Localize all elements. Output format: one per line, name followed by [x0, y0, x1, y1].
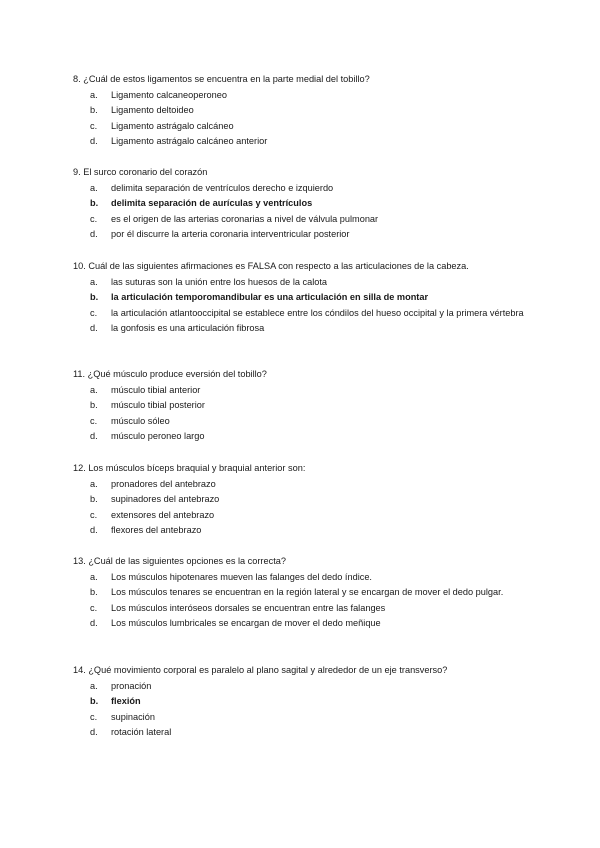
- question-11: [73, 367, 533, 445]
- option-item: [73, 508, 533, 524]
- option-letter: a.: [90, 89, 98, 100]
- option-letter: b.: [90, 198, 99, 209]
- option-text: músculo tibial posterior: [111, 400, 205, 411]
- options-list: [73, 477, 533, 539]
- option-letter: d.: [90, 727, 98, 738]
- option-text: Los músculos interóseos dorsales se encuentran entre las falanges: [111, 602, 386, 613]
- option-item: [73, 398, 533, 414]
- option-item: [73, 275, 533, 291]
- option-letter: c.: [90, 509, 98, 520]
- option-item: [73, 725, 533, 741]
- option-text: delimita separación de aurículas y ventrículos: [111, 198, 313, 209]
- option-letter: a.: [90, 571, 98, 582]
- option-text: pronadores del antebrazo: [111, 478, 216, 489]
- option-letter: c.: [90, 307, 98, 318]
- option-item: [73, 694, 533, 710]
- question-text: 12. Los músculos bíceps braquial y braquial anterior son:: [73, 463, 306, 473]
- option-text: Los músculos hipotenares mueven las falanges del dedo índice.: [111, 571, 372, 582]
- option-text: músculo tibial anterior: [111, 384, 201, 395]
- option-item: [73, 492, 533, 508]
- option-item: [73, 212, 533, 228]
- option-item: [73, 523, 533, 539]
- question-text: 14. ¿Qué movimiento corporal es paralelo al plano sagital y alrededor de un eje transverso?: [73, 665, 448, 675]
- option-letter: c.: [90, 120, 98, 131]
- option-item: [73, 306, 533, 322]
- option-letter: c.: [90, 711, 98, 722]
- options-list: [73, 383, 533, 445]
- option-item: [73, 601, 533, 617]
- option-letter: a.: [90, 182, 98, 193]
- option-text: supinadores del antebrazo: [111, 494, 220, 505]
- option-item: [73, 383, 533, 399]
- option-letter: b.: [90, 292, 99, 303]
- option-item: [73, 570, 533, 586]
- question-text: 10. Cuál de las siguientes afirmaciones es FALSA con respecto a las articulaciones de la cabeza.: [73, 261, 469, 271]
- question-text: 9. El surco coronario del corazón: [73, 167, 208, 177]
- option-text: por él discurre la arteria coronaria interventricular posterior: [111, 229, 350, 240]
- question-14: [73, 663, 533, 741]
- option-text: la articulación temporomandibular es una articulación en silla de montar: [111, 292, 429, 303]
- option-text: flexores del antebrazo: [111, 525, 202, 536]
- question-text: 13. ¿Cuál de las siguientes opciones es la correcta?: [73, 556, 286, 566]
- option-letter: a.: [90, 478, 98, 489]
- question-text: 11. ¿Qué músculo produce eversión del tobillo?: [73, 369, 267, 379]
- option-letter: b.: [90, 105, 98, 116]
- option-letter: b.: [90, 400, 98, 411]
- option-text: pronación: [111, 680, 152, 691]
- option-item: [73, 290, 533, 306]
- option-letter: b.: [90, 494, 98, 505]
- option-text: extensores del antebrazo: [111, 509, 215, 520]
- option-item: [73, 88, 533, 104]
- option-text: Los músculos lumbricales se encargan de mover el dedo meñique: [111, 618, 381, 629]
- option-item: [73, 585, 533, 601]
- option-text: músculo sóleo: [111, 415, 170, 426]
- option-text: es el origen de las arterias coronarias a nivel de válvula pulmonar: [111, 213, 379, 224]
- option-letter: d.: [90, 525, 98, 536]
- option-item: [73, 414, 533, 430]
- option-item: [73, 103, 533, 119]
- question-text: 8. ¿Cuál de estos ligamentos se encuentra en la parte medial del tobillo?: [73, 74, 370, 84]
- option-letter: c.: [90, 602, 98, 613]
- option-text: la articulación atlantooccipital se establece entre los cóndilos del hueso occipital y la primera vértebra: [111, 307, 524, 318]
- option-text: Ligamento astrágalo calcáneo anterior: [111, 136, 268, 147]
- option-letter: d.: [90, 229, 98, 240]
- option-text: Ligamento calcaneoperoneo: [111, 89, 227, 100]
- option-text: Ligamento astrágalo calcáneo: [111, 120, 234, 131]
- option-item: [73, 679, 533, 695]
- option-letter: d.: [90, 136, 98, 147]
- question-10: [73, 259, 533, 337]
- option-item: [73, 616, 533, 632]
- option-text: delimita separación de ventrículos derecho e izquierdo: [111, 182, 334, 193]
- option-text: Los músculos tenares se encuentran en la región lateral y se encargan de mover el dedo pulgar.: [111, 587, 504, 598]
- option-letter: d.: [90, 323, 98, 334]
- option-text: flexión: [111, 696, 141, 707]
- option-item: [73, 710, 533, 726]
- option-item: [73, 196, 533, 212]
- option-item: [73, 429, 533, 445]
- options-list: [73, 181, 533, 243]
- option-item: [73, 321, 533, 337]
- option-letter: c.: [90, 415, 98, 426]
- option-text: músculo peroneo largo: [111, 431, 205, 442]
- question-13: [73, 554, 533, 632]
- option-letter: a.: [90, 680, 98, 691]
- option-text: rotación lateral: [111, 727, 172, 738]
- option-letter: a.: [90, 384, 98, 395]
- option-item: [73, 181, 533, 197]
- option-letter: b.: [90, 696, 99, 707]
- option-text: supinación: [111, 711, 155, 722]
- options-list: [73, 570, 533, 632]
- option-letter: d.: [90, 431, 98, 442]
- question-9: [73, 165, 533, 243]
- option-text: las suturas son la unión entre los huesos de la calota: [111, 276, 328, 287]
- option-item: [73, 134, 533, 150]
- options-list: [73, 275, 533, 337]
- option-letter: a.: [90, 276, 98, 287]
- option-letter: b.: [90, 587, 98, 598]
- question-12: [73, 461, 533, 539]
- option-item: [73, 477, 533, 493]
- option-letter: c.: [90, 213, 98, 224]
- options-list: [73, 679, 533, 741]
- option-text: Ligamento deltoideo: [111, 105, 194, 116]
- question-8: [73, 72, 533, 150]
- option-text: la gonfosis es una articulación fibrosa: [111, 323, 265, 334]
- option-item: [73, 119, 533, 135]
- options-list: [73, 88, 533, 150]
- option-item: [73, 227, 533, 243]
- option-letter: d.: [90, 618, 98, 629]
